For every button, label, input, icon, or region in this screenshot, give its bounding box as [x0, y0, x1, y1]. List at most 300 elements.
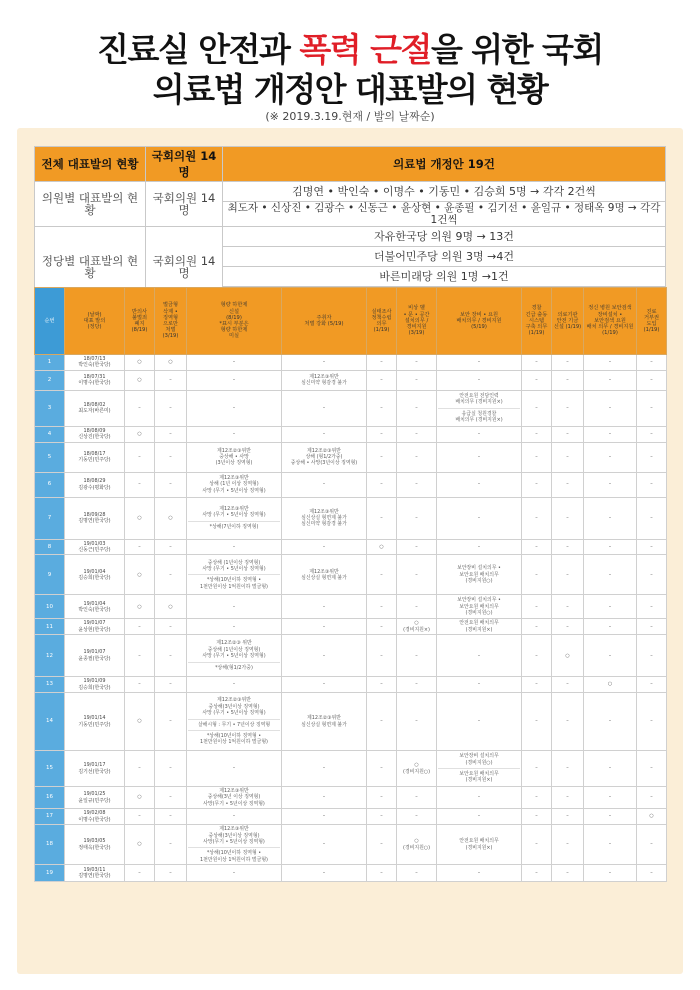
table-cell: –: [397, 472, 437, 497]
table-cell: ○ (경비지원○): [397, 751, 437, 787]
column-header: 의료기관 안전 기금 신설 (1/19): [552, 288, 584, 355]
table-cell: –: [522, 693, 552, 751]
table-cell: –: [584, 595, 637, 619]
row-number: 7: [35, 497, 65, 539]
table-cell: –: [155, 539, 187, 555]
cell-sub-block: *상해(10년이하 징역형 • 1천만원이상 1억원이하 벌금형): [188, 847, 280, 863]
table-row: [35, 809, 667, 825]
column-header: 정신 병원 보안검색 장비설치 • 보안검색 요원 배치 의무 / 경비지원 (1/19): [584, 288, 637, 355]
cell-sub-block: 안전요원 전담인력 배치의무 (경비지원×): [455, 393, 503, 406]
table-cell: [437, 751, 522, 787]
by-party-line: 자유한국당 의원 9명 → 13건: [223, 227, 666, 247]
summary-header: 국회의원 14명: [146, 147, 223, 182]
table-cell: –: [437, 442, 522, 472]
table-cell: –: [584, 809, 637, 825]
table-row: [35, 787, 667, 809]
table-cell: –: [522, 809, 552, 825]
representative-cell: 18/08/17 기동민(민주당): [65, 442, 125, 472]
table-cell: –: [552, 825, 584, 865]
table-cell: –: [367, 426, 397, 442]
table-cell: –: [522, 635, 552, 677]
table-row: [35, 442, 667, 472]
table-cell: –: [552, 693, 584, 751]
column-header: (날짜) 대표 발의 (정당): [65, 288, 125, 355]
table-cell: –: [437, 809, 522, 825]
row-number: 11: [35, 619, 65, 635]
table-cell: –: [155, 370, 187, 390]
table-cell: –: [552, 426, 584, 442]
table-cell: –: [637, 677, 667, 693]
summary-header: 전체 대표발의 현황: [35, 147, 146, 182]
title-highlight: 폭력 근절: [299, 30, 431, 69]
table-cell: –: [522, 426, 552, 442]
table-cell: 안전요원 배치의무 (경비지원×): [437, 825, 522, 865]
table-cell: –: [637, 355, 667, 371]
row-number: 17: [35, 809, 65, 825]
table-cell: –: [637, 555, 667, 595]
table-cell: –: [437, 677, 522, 693]
cell-sub-block: 제12조③위반 중상해(3년이상 징역형) 사망(무기 • 5년이상 징역형): [203, 826, 265, 845]
table-cell: –: [367, 787, 397, 809]
table-cell: –: [552, 497, 584, 539]
table-cell: –: [155, 787, 187, 809]
table-cell: –: [637, 497, 667, 539]
table-cell: –: [584, 539, 637, 555]
column-header: 비상 벨 • 문 • 공간 설치의무 / 경비지원 (3/19): [397, 288, 437, 355]
table-cell: –: [584, 472, 637, 497]
row-number: 2: [35, 370, 65, 390]
representative-cell: 19/01/04 김승희(한국당): [65, 555, 125, 595]
table-cell: –: [187, 355, 282, 371]
table-cell: –: [397, 497, 437, 539]
table-cell: –: [125, 619, 155, 635]
representative-cell: 18/08/09 신상진(한국당): [65, 426, 125, 442]
table-cell: [187, 497, 282, 539]
row-number: 18: [35, 825, 65, 865]
table-cell: –: [397, 370, 437, 390]
representative-cell: 19/01/14 기동민(민주당): [65, 693, 125, 751]
table-cell: ○: [125, 555, 155, 595]
table-cell: –: [584, 825, 637, 865]
row-number: 3: [35, 390, 65, 426]
table-cell: –: [367, 619, 397, 635]
table-cell: 제12조②③위반 상해 (형1/2가중) 중상해 • 사망(3년이상 징역형): [282, 442, 367, 472]
table-cell: –: [155, 825, 187, 865]
table-cell: –: [437, 635, 522, 677]
table-cell: –: [584, 751, 637, 787]
representative-cell: 19/01/09 김승희(한국당): [65, 677, 125, 693]
column-header: 실태조사 정책수립 의무 (1/19): [367, 288, 397, 355]
column-header: 벌금형 삭제 • 징역형 으로만 처벌 (3/19): [155, 288, 187, 355]
table-cell: –: [397, 635, 437, 677]
table-cell: –: [522, 751, 552, 787]
table-cell: –: [282, 635, 367, 677]
table-cell: –: [397, 809, 437, 825]
representative-cell: 19/01/07 윤상현(한국당): [65, 619, 125, 635]
table-cell: –: [637, 390, 667, 426]
table-cell: –: [155, 635, 187, 677]
table-cell: –: [155, 555, 187, 595]
table-cell: –: [155, 426, 187, 442]
table-row: [35, 555, 667, 595]
row-number: 16: [35, 787, 65, 809]
table-cell: ○: [125, 693, 155, 751]
table-row: [35, 619, 667, 635]
table-cell: 제12조③위반 심신상실 형면제 불가: [282, 555, 367, 595]
table-cell: –: [282, 539, 367, 555]
row-number: 13: [35, 677, 65, 693]
cell-sub-block: *상해(7년이하 징역형): [188, 521, 280, 530]
representative-cell: 18/08/29 김광수(평화당): [65, 472, 125, 497]
row-number: 14: [35, 693, 65, 751]
table-cell: –: [367, 677, 397, 693]
table-cell: ○ (경비지원○): [397, 825, 437, 865]
table-cell: –: [187, 677, 282, 693]
table-cell: –: [155, 693, 187, 751]
table-cell: –: [584, 390, 637, 426]
table-cell: –: [584, 787, 637, 809]
table-cell: –: [367, 472, 397, 497]
column-header: 경찰 긴급 출동 시스템 구축 의무 (1/19): [522, 288, 552, 355]
table-cell: –: [552, 595, 584, 619]
table-cell: 제12조②③위반 심신상실 형면제 불가: [282, 693, 367, 751]
table-cell: –: [637, 442, 667, 472]
table-cell: [187, 635, 282, 677]
row-number: 15: [35, 751, 65, 787]
table-cell: –: [125, 677, 155, 693]
table-cell: –: [437, 693, 522, 751]
table-cell: –: [552, 751, 584, 787]
table-cell: –: [125, 472, 155, 497]
table-cell: –: [187, 539, 282, 555]
table-row: [35, 355, 667, 371]
table-cell: –: [125, 635, 155, 677]
table-cell: 제12조②③위반 중상해 • 사망 (3년이상 징역형): [187, 442, 282, 472]
cell-sub-block: 제12조②③위반 중상해(3년이상 징역형) 사망 (무기 • 5년이상 징역형): [202, 697, 266, 717]
table-cell: –: [187, 619, 282, 635]
table-cell: –: [187, 809, 282, 825]
column-header: 주취자 처벌 강화 (5/19): [282, 288, 367, 355]
table-row: [35, 370, 667, 390]
table-cell: –: [125, 865, 155, 882]
table-cell: ○: [367, 539, 397, 555]
cell-sub-block: 응급실 청원경찰 배치의무 (경비지원×): [438, 408, 520, 424]
table-cell: –: [397, 539, 437, 555]
row-number: 6: [35, 472, 65, 497]
table-cell: –: [552, 472, 584, 497]
table-cell: ○: [637, 809, 667, 825]
representative-cell: 19/01/03 신동근(민주당): [65, 539, 125, 555]
table-cell: –: [552, 865, 584, 882]
page-subtitle: (※ 2019.3.19.현재 / 발의 날짜순): [265, 110, 435, 123]
row-number: 9: [35, 555, 65, 595]
table-cell: –: [637, 825, 667, 865]
page-title-line2: 의료법 개정안 대표발의 현황: [152, 70, 548, 109]
table-cell: ○: [125, 595, 155, 619]
table-cell: –: [125, 390, 155, 426]
table-cell: –: [522, 442, 552, 472]
by-member-line: 최도자 • 신상진 • 김광수 • 신동근 • 윤상현 • 윤종필 • 김기선 • 윤일규 • 정태옥 9명 → 각각 1건씩: [223, 202, 666, 227]
table-cell: –: [367, 390, 397, 426]
cell-sub-block: 보안장비 설치의무 (경비지원○): [459, 753, 499, 766]
table-cell: –: [367, 865, 397, 882]
table-row: [35, 390, 667, 426]
table-cell: –: [367, 693, 397, 751]
cell-sub-block: 중상해 (1년이상 징역형) 사망 (무기 • 5년이상 징역형): [202, 559, 266, 573]
table-cell: –: [437, 472, 522, 497]
bill-detail-table: [34, 287, 667, 882]
table-cell: –: [397, 390, 437, 426]
row-number: 10: [35, 595, 65, 619]
row-number: 8: [35, 539, 65, 555]
by-party-line: 바른미래당 의원 1명 →1건: [223, 267, 666, 287]
table-cell: –: [397, 865, 437, 882]
table-cell: 보안장비 설치의무 • 보안요원 배치의무 (경비지원○): [437, 595, 522, 619]
table-cell: –: [367, 555, 397, 595]
table-cell: –: [155, 390, 187, 426]
table-cell: –: [125, 751, 155, 787]
by-member-label: 의원별 대표발의 현황: [35, 182, 146, 227]
table-cell: –: [187, 426, 282, 442]
table-cell: –: [637, 595, 667, 619]
row-number: 19: [35, 865, 65, 882]
table-cell: ○: [125, 497, 155, 539]
representative-cell: 19/02/08 이명수(한국당): [65, 809, 125, 825]
title-part: 을 위한 국회: [430, 30, 603, 69]
table-cell: –: [637, 370, 667, 390]
table-cell: –: [437, 355, 522, 371]
table-cell: –: [522, 825, 552, 865]
table-cell: ○: [125, 370, 155, 390]
table-cell: –: [282, 472, 367, 497]
table-row: [35, 825, 667, 865]
table-cell: –: [397, 595, 437, 619]
representative-cell: 18/08/02 최도자(바른미): [65, 390, 125, 426]
representative-cell: 19/01/07 윤종필(한국당): [65, 635, 125, 677]
table-cell: –: [155, 809, 187, 825]
table-cell: –: [367, 825, 397, 865]
table-cell: –: [552, 390, 584, 426]
table-cell: –: [125, 539, 155, 555]
table-cell: –: [522, 355, 552, 371]
table-cell: –: [437, 497, 522, 539]
title-part: 진료실 안전과: [97, 30, 300, 69]
table-row: [35, 635, 667, 677]
table-cell: –: [552, 619, 584, 635]
representative-cell: 19/01/25 윤일규(민주당): [65, 787, 125, 809]
table-cell: –: [282, 595, 367, 619]
table-cell: –: [637, 693, 667, 751]
cell-sub-block: 제12조③위반 사망 (무기 • 5년이상 징역형): [202, 506, 266, 519]
table-cell: –: [552, 809, 584, 825]
cell-sub-block: *상해(형1/2가중): [188, 662, 280, 671]
table-cell: –: [282, 355, 367, 371]
table-cell: –: [437, 370, 522, 390]
table-cell: [187, 555, 282, 595]
table-cell: –: [522, 472, 552, 497]
table-cell: –: [522, 865, 552, 882]
table-cell: –: [367, 635, 397, 677]
by-member-line: 김명연 • 박인숙 • 이명수 • 기동민 • 김승희 5명 → 각각 2건씩: [223, 182, 666, 202]
by-party-line: 더불어민주당 의원 3명 →4건: [223, 247, 666, 267]
by-party-count: 국회의원 14명: [146, 227, 223, 307]
table-cell: –: [125, 809, 155, 825]
table-cell: –: [367, 370, 397, 390]
table-cell: [187, 693, 282, 751]
row-number: 1: [35, 355, 65, 371]
table-row: [35, 751, 667, 787]
table-cell: –: [397, 442, 437, 472]
table-cell: ○: [155, 497, 187, 539]
table-cell: 제12조③위반 상해 (1년 이상 징역형) 사망 (무기 • 5년이상 징역형): [187, 472, 282, 497]
table-cell: –: [584, 442, 637, 472]
table-cell: –: [522, 497, 552, 539]
table-cell: –: [522, 539, 552, 555]
row-number: 5: [35, 442, 65, 472]
table-row: [35, 693, 667, 751]
table-cell: –: [522, 555, 552, 595]
table-cell: ○: [155, 355, 187, 371]
table-cell: –: [584, 693, 637, 751]
table-cell: –: [584, 865, 637, 882]
table-cell: –: [397, 355, 437, 371]
table-cell: [437, 390, 522, 426]
cell-sub-block: 보안요원 배치의무 (경비지원×): [438, 768, 520, 784]
representative-cell: 19/01/04 박인숙(한국당): [65, 595, 125, 619]
table-cell: –: [155, 442, 187, 472]
table-cell: –: [155, 472, 187, 497]
cell-sub-block: 살해시형 : 무기 • 7년이상 징역형: [188, 719, 280, 728]
representative-cell: 19/03/05 정태옥(한국당): [65, 825, 125, 865]
table-cell: ○: [125, 787, 155, 809]
table-row: [35, 472, 667, 497]
table-cell: 제12조③위반 심신상실 형면제 불가 심신미약 형감경 불가: [282, 497, 367, 539]
table-row: [35, 497, 667, 539]
table-cell: –: [552, 355, 584, 371]
table-cell: 제12조③위반 중상해(3년 이상 징역형) 사망(무기 • 5년이상 징역형): [187, 787, 282, 809]
table-cell: –: [552, 442, 584, 472]
cell-sub-block: 제12조②③ 위반 중상해 (1년이상 징역형) 사망 (무기 • 5년이상 징역형): [202, 640, 266, 660]
by-party-label: 정당별 대표발의 현황: [35, 227, 146, 307]
table-cell: –: [437, 865, 522, 882]
table-cell: –: [282, 677, 367, 693]
table-cell: –: [584, 355, 637, 371]
representative-cell: 19/03/11 김명연(한국당): [65, 865, 125, 882]
table-cell: –: [522, 677, 552, 693]
table-cell: 제12조③위반 심신미약 형감경 불가: [282, 370, 367, 390]
table-cell: –: [367, 751, 397, 787]
table-cell: –: [522, 390, 552, 426]
table-cell: –: [367, 442, 397, 472]
table-cell: –: [637, 539, 667, 555]
column-header: 순번: [35, 288, 65, 355]
table-cell: –: [637, 635, 667, 677]
table-row: [35, 865, 667, 882]
cell-sub-block: *상해(10년이하 징역형 • 1천만원이상 1억원이하 벌금형): [188, 574, 280, 590]
table-cell: –: [367, 809, 397, 825]
table-cell: –: [637, 865, 667, 882]
table-cell: –: [637, 751, 667, 787]
table-cell: –: [282, 390, 367, 426]
table-cell: ○: [584, 677, 637, 693]
table-cell: –: [187, 751, 282, 787]
table-cell: –: [282, 809, 367, 825]
column-header: 진료 거부권 도입 (1/19): [637, 288, 667, 355]
table-cell: –: [552, 370, 584, 390]
table-cell: –: [522, 370, 552, 390]
table-cell: –: [282, 619, 367, 635]
table-cell: –: [282, 426, 367, 442]
table-cell: –: [584, 497, 637, 539]
table-cell: –: [437, 539, 522, 555]
cell-sub-block: *상해(10년이하 징역형 • 1천만원이상 1억원이하 벌금형): [188, 730, 280, 746]
table-cell: –: [282, 865, 367, 882]
table-row: [35, 677, 667, 693]
table-cell: –: [187, 865, 282, 882]
table-cell: –: [187, 370, 282, 390]
table-cell: 보안장비 설치의무 • 보안요원 배치의무 (경비지원○): [437, 555, 522, 595]
representative-cell: 19/01/17 김기선(한국당): [65, 751, 125, 787]
table-cell: –: [437, 787, 522, 809]
table-cell: –: [397, 787, 437, 809]
table-cell: –: [282, 751, 367, 787]
table-row: [35, 595, 667, 619]
table-cell: [187, 825, 282, 865]
table-cell: –: [552, 787, 584, 809]
table-row: [35, 539, 667, 555]
table-cell: –: [584, 426, 637, 442]
table-cell: –: [397, 677, 437, 693]
table-cell: –: [367, 595, 397, 619]
table-cell: –: [155, 865, 187, 882]
table-cell: –: [367, 497, 397, 539]
summary-header: 의료법 개정안 19건: [223, 147, 666, 182]
table-cell: –: [155, 751, 187, 787]
summary-table: [34, 146, 666, 307]
table-cell: –: [584, 635, 637, 677]
table-cell: –: [522, 619, 552, 635]
table-cell: ○: [552, 635, 584, 677]
table-cell: –: [367, 355, 397, 371]
table-cell: –: [522, 787, 552, 809]
table-cell: –: [397, 555, 437, 595]
table-cell: ○: [125, 825, 155, 865]
table-cell: ○: [125, 355, 155, 371]
column-header: 반의사 불벌죄 폐지 (8/19): [125, 288, 155, 355]
table-cell: –: [125, 442, 155, 472]
table-cell: –: [584, 555, 637, 595]
table-cell: –: [397, 693, 437, 751]
row-number: 4: [35, 426, 65, 442]
table-cell: –: [552, 539, 584, 555]
table-cell: –: [282, 825, 367, 865]
table-cell: –: [522, 595, 552, 619]
row-number: 12: [35, 635, 65, 677]
table-cell: –: [637, 426, 667, 442]
table-cell: 안전요원 배치의무 (경비지원×): [437, 619, 522, 635]
column-header: 보안 장비 • 요원 배치의무 / 경비지원 (5/19): [437, 288, 522, 355]
table-cell: –: [637, 619, 667, 635]
by-member-count: 국회의원 14명: [146, 182, 223, 227]
table-cell: –: [155, 619, 187, 635]
table-row: [35, 426, 667, 442]
representative-cell: 18/07/13 박인숙(한국당): [65, 355, 125, 371]
table-cell: ○: [155, 595, 187, 619]
representative-cell: 18/09/28 김명연(한국당): [65, 497, 125, 539]
table-cell: –: [637, 472, 667, 497]
column-header: 형량 하한제 신설 (8/19) *표시 부분은 형량 하한제 미실: [187, 288, 282, 355]
table-cell: –: [552, 677, 584, 693]
